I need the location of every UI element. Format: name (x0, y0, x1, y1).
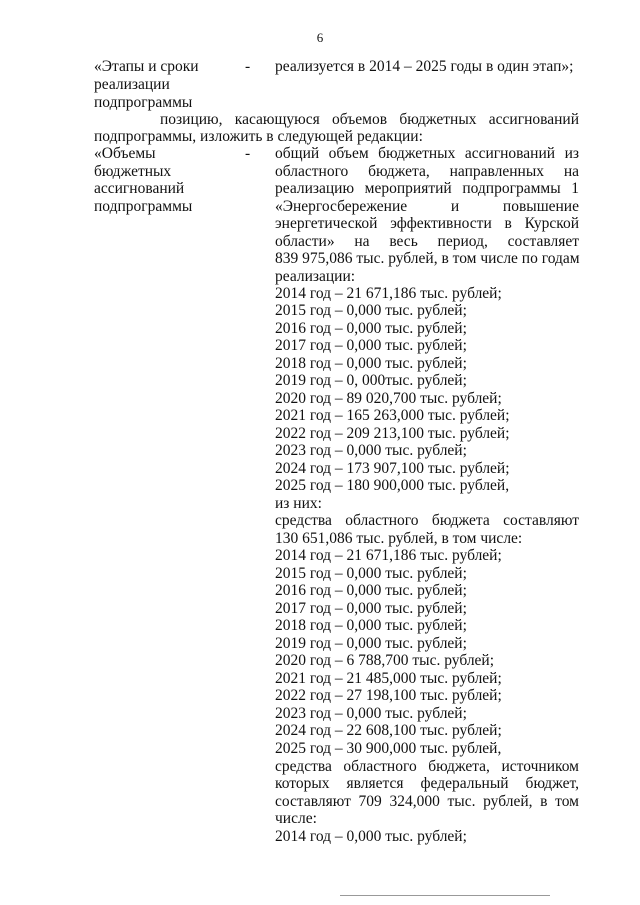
regional-intro-line-2: 130 651,086 тыс. рублей, в том числе: (275, 530, 523, 547)
federal-intro-line-4: числе: (275, 810, 317, 827)
intro-line-4: «Энергосбережение и повышение (275, 198, 579, 215)
intro-line-5: энергетической эффективности в Курской (275, 215, 579, 232)
regional-year-line: 2015 год – 0,000 тыс. рублей; (275, 565, 467, 582)
stages-label-line-3: подпрограммы (94, 94, 193, 111)
total-year-line: 2019 год – 0, 000тыс. рублей; (275, 372, 467, 389)
regional-year-line: 2023 год – 0,000 тыс. рублей; (275, 705, 467, 722)
regional-year-line: 2020 год – 6 788,700 тыс. рублей; (275, 652, 495, 669)
volumes-dash: - (245, 145, 251, 162)
regional-year-line: 2017 год – 0,000 тыс. рублей; (275, 600, 467, 617)
intro-line-2: областного бюджета, направленных на (275, 163, 579, 180)
total-year-line: 2017 год – 0,000 тыс. рублей; (275, 337, 467, 354)
federal-intro-line-2: которых является федеральный бюджет, (275, 775, 579, 792)
regional-year-line: 2025 год – 30 900,000 тыс. рублей, (275, 740, 502, 757)
volumes-label-line-2: бюджетных (94, 163, 172, 180)
regional-year-line: 2021 год – 21 485,000 тыс. рублей; (275, 670, 502, 687)
federal-intro-line-3: составляют 709 324,000 тыс. рублей, в том (275, 793, 579, 810)
total-year-line: 2025 год – 180 900,000 тыс. рублей, (275, 477, 510, 494)
total-year-line: 2020 год – 89 020,700 тыс. рублей; (275, 390, 502, 407)
volumes-label-line-4: подпрограммы (94, 198, 193, 215)
regional-year-line: 2014 год – 21 671,186 тыс. рублей; (275, 547, 502, 564)
stages-label-line-2: реализации (94, 76, 170, 93)
total-year-line: 2014 год – 21 671,186 тыс. рублей; (275, 285, 502, 302)
total-year-line: 2021 год – 165 263,000 тыс. рублей; (275, 407, 510, 424)
regional-intro-line-1: средства областного бюджета составляют (275, 512, 579, 529)
of-them-line: из них: (275, 495, 322, 512)
regional-year-line: 2016 год – 0,000 тыс. рублей; (275, 582, 467, 599)
federal-intro-line-1: средства областного бюджета, источником (275, 758, 579, 775)
regional-year-line: 2022 год – 27 198,100 тыс. рублей; (275, 687, 502, 704)
footer-rule (340, 895, 550, 896)
regional-year-line: 2024 год – 22 608,100 тыс. рублей; (275, 722, 502, 739)
total-year-line: 2023 год – 0,000 тыс. рублей; (275, 442, 467, 459)
intro-line-1: общий объем бюджетных ассигнований из (275, 145, 579, 162)
total-year-line: 2024 год – 173 907,100 тыс. рублей; (275, 460, 510, 477)
total-year-line: 2016 год – 0,000 тыс. рублей; (275, 320, 467, 337)
instruction-line-2: подпрограммы, изложить в следующей редакции: (94, 128, 423, 145)
total-year-line: 2015 год – 0,000 тыс. рублей; (275, 302, 467, 319)
volumes-label-line-3: ассигнований (94, 180, 185, 197)
stages-dash: - (245, 58, 251, 75)
intro-line-8: реализации: (275, 268, 356, 285)
regional-year-line: 2018 год – 0,000 тыс. рублей; (275, 617, 467, 634)
intro-line-6: области» на весь период, составляет (275, 233, 579, 250)
stages-label-line-1: «Этапы и сроки (94, 58, 199, 75)
regional-year-line: 2019 год – 0,000 тыс. рублей; (275, 635, 467, 652)
federal-year-line: 2014 год – 0,000 тыс. рублей; (275, 828, 467, 845)
instruction-line-1: позицию, касающуюся объемов бюджетных ассигнований (160, 111, 579, 128)
total-year-line: 2018 год – 0,000 тыс. рублей; (275, 355, 467, 372)
intro-line-3: реализацию мероприятий подпрограммы 1 (275, 180, 579, 197)
page-number: 6 (316, 30, 324, 45)
volumes-label-line-1: «Объемы (94, 145, 156, 162)
intro-line-7: 839 975,086 тыс. рублей, в том числе по годам (275, 250, 580, 267)
stages-value: реализуется в 2014 – 2025 годы в один этап»; (275, 58, 574, 75)
total-year-line: 2022 год – 209 213,100 тыс. рублей; (275, 425, 510, 442)
